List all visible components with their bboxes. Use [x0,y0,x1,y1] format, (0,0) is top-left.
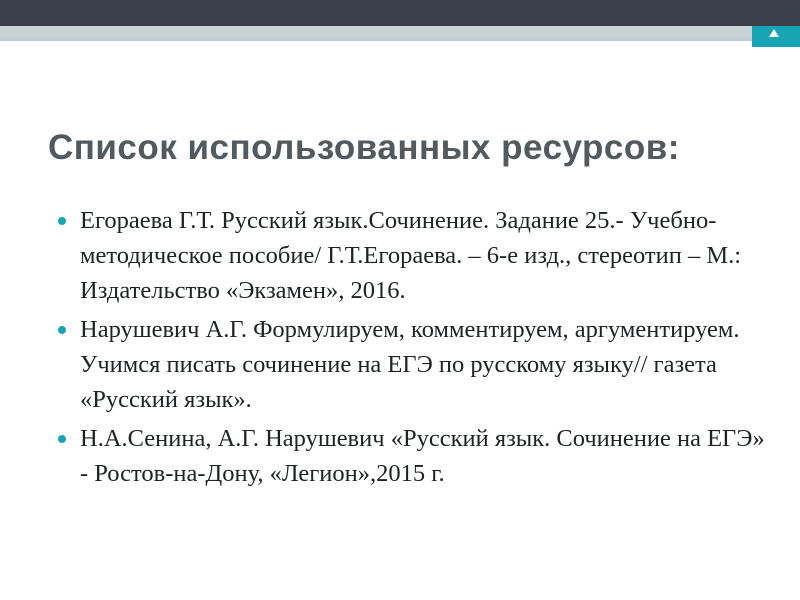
header-band-shadow [0,38,800,41]
bullet-icon [58,326,66,334]
triangle-icon [769,29,779,37]
bullet-icon [58,435,66,443]
list-item [50,421,770,491]
list-item [50,312,770,417]
list-item [50,203,770,308]
resource-text: Нарушевич А.Г. Формулируем, комментируем, аргументируем. Учимся писать сочинение на ЕГЭ по русскому языку// газета «Русский язык». [80,316,740,413]
slide-title: Список использованных ресурсов: [48,128,680,167]
bullet-icon [58,217,66,225]
resource-list [50,203,770,495]
header-band-dark [0,0,800,26]
resource-text: Н.А.Сенина, А.Г. Нарушевич «Русский язык. Сочинение на ЕГЭ» - Ростов-на-Дону, «Легион»,2015 г. [80,425,765,487]
header-band-light [0,26,800,38]
resource-text: Егораева Г.Т. Русский язык.Сочинение. Задание 25.- Учебно-методическое пособие/ Г.Т.Егораева. – 6-е изд., стереотип – М.: Издательство «Экзамен», 2016. [80,207,742,304]
